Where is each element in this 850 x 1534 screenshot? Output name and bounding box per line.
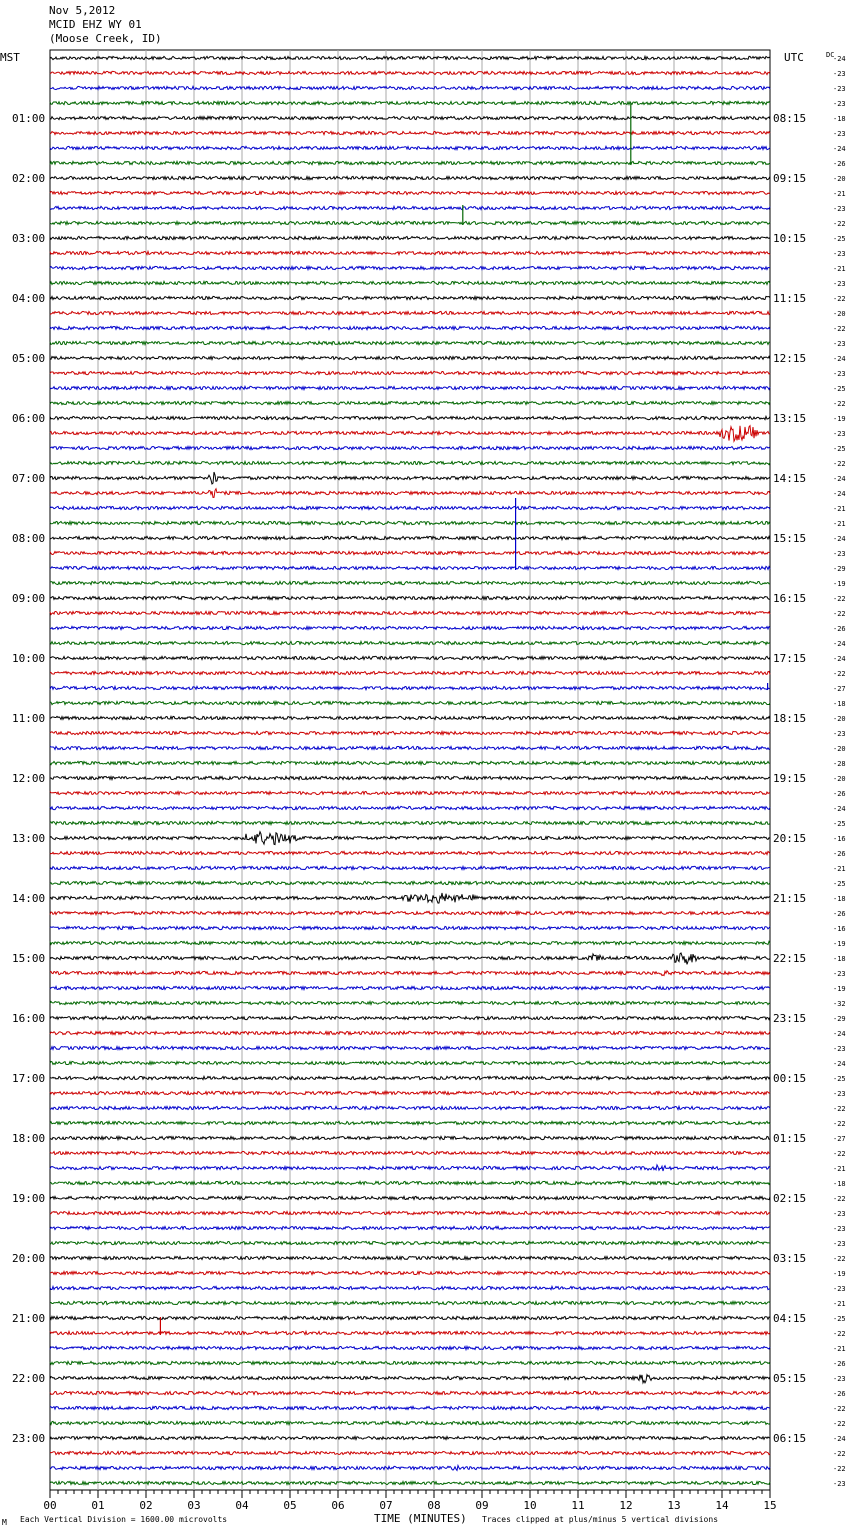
dc-offset-label: -22 [833, 1450, 846, 1458]
dc-offset-label: -20 [833, 775, 846, 783]
utc-hour-label: 16:15 [773, 592, 807, 605]
dc-offset-label: -23 [833, 1210, 846, 1218]
trace-line [50, 1136, 770, 1139]
dc-offset-label: -16 [833, 835, 846, 843]
scale-note: Each Vertical Division = 1600.00 microvolts [20, 1515, 228, 1524]
trace-line [50, 1181, 770, 1184]
trace-line [50, 851, 770, 854]
x-tick-label: 09 [475, 1499, 489, 1512]
dc-offset-label: -21 [833, 1300, 846, 1308]
station-location: (Moose Creek, ID) [49, 32, 162, 45]
dc-offset-label: -23 [833, 730, 846, 738]
utc-hour-label: 06:15 [773, 1432, 807, 1445]
dc-offset-label: -23 [833, 430, 846, 438]
trace-line [50, 1375, 770, 1383]
trace-line [50, 266, 770, 269]
trace-line [50, 1211, 770, 1214]
utc-hour-label: 11:15 [773, 292, 807, 305]
utc-hour-label: 14:15 [773, 472, 807, 485]
mst-hour-label: 13:00 [12, 832, 46, 845]
trace-line [50, 986, 770, 989]
trace-line [50, 1001, 770, 1004]
dc-offset-label: -21 [833, 865, 846, 873]
trace-line [50, 296, 770, 299]
dc-offset-label: -22 [833, 220, 846, 228]
x-tick-label: 07 [379, 1499, 393, 1512]
trace-line [50, 461, 770, 464]
utc-hour-label: 20:15 [773, 832, 807, 845]
utc-hour-label: 17:15 [773, 652, 807, 665]
trace-line [50, 701, 770, 704]
trace-line [50, 626, 770, 629]
dc-offset-label: -23 [833, 1225, 846, 1233]
dc-offset-label: -19 [833, 985, 846, 993]
trace-line [50, 251, 770, 254]
x-tick-label: 00 [43, 1499, 57, 1512]
dc-offset-label: -24 [833, 1435, 846, 1443]
dc-offset-label: -21 [833, 190, 846, 198]
trace-line [50, 1451, 770, 1454]
trace-line [50, 311, 770, 314]
trace-line [50, 281, 770, 284]
trace-line [50, 866, 770, 869]
trace-line [50, 926, 770, 929]
trace-line [50, 596, 770, 599]
mst-hour-label: 16:00 [12, 1012, 46, 1025]
trace-line [50, 656, 770, 659]
x-tick-label: 03 [187, 1499, 201, 1512]
dc-offset-label: -26 [833, 910, 846, 918]
trace-line [50, 401, 770, 404]
trace-line [50, 1016, 770, 1019]
dc-offset-label: -23 [833, 100, 846, 108]
dc-offset-label: -24 [833, 640, 846, 648]
utc-hour-label: 08:15 [773, 112, 807, 125]
trace-line [50, 1391, 770, 1394]
utc-hour-label: 10:15 [773, 232, 807, 245]
dc-offset-label: -18 [833, 955, 846, 963]
mst-hour-label: 10:00 [12, 652, 46, 665]
dc-offset-label: -23 [833, 130, 846, 138]
mst-hour-label: 14:00 [12, 892, 46, 905]
x-tick-label: 02 [139, 1499, 153, 1512]
x-tick-label: 14 [715, 1499, 729, 1512]
trace-line [50, 821, 770, 824]
trace-line [50, 1331, 770, 1334]
trace-line [50, 716, 770, 719]
mst-hour-label: 07:00 [12, 472, 46, 485]
x-tick-label: 11 [571, 1499, 585, 1512]
trace-line [50, 1091, 770, 1094]
dc-offset-label: -22 [833, 1330, 846, 1338]
trace-line [50, 446, 770, 449]
x-tick-label: 10 [523, 1499, 537, 1512]
trace-line [50, 1165, 770, 1171]
dc-offset-label: -28 [833, 760, 846, 768]
dc-label: DC [826, 51, 835, 59]
trace-line [50, 1256, 770, 1259]
dc-offset-label: -24 [833, 1060, 846, 1068]
mst-hour-label: 05:00 [12, 352, 46, 365]
trace-line [50, 221, 770, 224]
dc-offset-label: -23 [833, 370, 846, 378]
dc-offset-label: -22 [833, 460, 846, 468]
trace-line [50, 1346, 770, 1349]
dc-offset-label: -23 [833, 1240, 846, 1248]
mst-hour-label: 12:00 [12, 772, 46, 785]
station-code: MCID EHZ WY 01 [49, 18, 142, 31]
utc-hour-label: 23:15 [773, 1012, 807, 1025]
dc-offset-label: -23 [833, 205, 846, 213]
dc-offset-label: -22 [833, 1465, 846, 1473]
left-axis-label: MST [0, 51, 20, 64]
dc-offset-label: -21 [833, 265, 846, 273]
dc-offset-label: -20 [833, 715, 846, 723]
x-tick-label: 01 [91, 1499, 105, 1512]
dc-offset-label: -23 [833, 970, 846, 978]
trace-line [50, 881, 770, 884]
trace-line [50, 71, 770, 74]
utc-hour-label: 00:15 [773, 1072, 807, 1085]
trace-line [50, 426, 770, 442]
dc-offset-label: -18 [833, 700, 846, 708]
trace-line [50, 581, 770, 584]
trace-line [50, 1301, 770, 1304]
mst-hour-label: 04:00 [12, 292, 46, 305]
utc-hour-label: 18:15 [773, 712, 807, 725]
dc-offset-label: -18 [833, 1180, 846, 1188]
dc-offset-label: -25 [833, 385, 846, 393]
trace-line [50, 1271, 770, 1274]
trace-line [50, 566, 770, 569]
dc-offset-label: -21 [833, 1345, 846, 1353]
dc-offset-label: -22 [833, 295, 846, 303]
dc-offset-label: -25 [833, 445, 846, 453]
trace-line [50, 371, 770, 374]
dc-offset-label: -27 [833, 685, 846, 693]
trace-line [50, 1076, 770, 1079]
corner-mark: M [2, 1518, 7, 1527]
trace-line [50, 176, 770, 179]
trace-line [50, 791, 770, 794]
dc-offset-label: -21 [833, 520, 846, 528]
dc-offset-label: -23 [833, 85, 846, 93]
dc-offset-label: -22 [833, 1120, 846, 1128]
dc-offset-label: -25 [833, 880, 846, 888]
trace-line [50, 416, 770, 419]
utc-hour-label: 19:15 [773, 772, 807, 785]
dc-offset-label: -24 [833, 655, 846, 663]
x-tick-label: 13 [667, 1499, 681, 1512]
trace-line [50, 1226, 770, 1229]
mst-hour-label: 23:00 [12, 1432, 46, 1445]
dc-offset-label: -23 [833, 1375, 846, 1383]
trace-line [50, 641, 770, 644]
utc-hour-label: 09:15 [773, 172, 807, 185]
trace-line [50, 893, 770, 903]
x-tick-label: 08 [427, 1499, 441, 1512]
utc-hour-label: 01:15 [773, 1132, 807, 1145]
mst-hour-label: 01:00 [12, 112, 46, 125]
trace-line [50, 506, 770, 509]
trace-line [50, 1121, 770, 1124]
trace-line [50, 611, 770, 614]
trace-line [50, 101, 770, 104]
dc-offset-label: -25 [833, 1075, 846, 1083]
dc-offset-label: -24 [833, 805, 846, 813]
utc-hour-label: 02:15 [773, 1192, 807, 1205]
utc-hour-label: 04:15 [773, 1312, 807, 1325]
dc-offset-label: -19 [833, 580, 846, 588]
dc-offset-label: -26 [833, 1360, 846, 1368]
dc-offset-label: -22 [833, 1150, 846, 1158]
dc-offset-label: -23 [833, 1090, 846, 1098]
dc-offset-label: -25 [833, 235, 846, 243]
right-axis-label: UTC [784, 51, 804, 64]
dc-offset-label: -26 [833, 1390, 846, 1398]
x-tick-label: 05 [283, 1499, 297, 1512]
mst-hour-label: 09:00 [12, 592, 46, 605]
dc-offset-label: -23 [833, 550, 846, 558]
mst-hour-label: 15:00 [12, 952, 46, 965]
dc-offset-label: -22 [833, 400, 846, 408]
x-tick-label: 12 [619, 1499, 633, 1512]
dc-offset-label: -29 [833, 1015, 846, 1023]
trace-line [50, 971, 770, 976]
dc-offset-label: -22 [833, 1105, 846, 1113]
trace-line [50, 146, 770, 149]
trace-line [50, 1436, 770, 1439]
dc-offset-label: -18 [833, 115, 846, 123]
trace-line [50, 746, 770, 749]
dc-offset-label: -20 [833, 745, 846, 753]
dc-offset-label: -24 [833, 475, 846, 483]
x-tick-label: 15 [763, 1499, 777, 1512]
trace-line [50, 941, 770, 944]
utc-hour-label: 15:15 [773, 532, 807, 545]
dc-offset-label: -22 [833, 1195, 846, 1203]
mst-hour-label: 19:00 [12, 1192, 46, 1205]
dc-offset-label: -23 [833, 1285, 846, 1293]
x-tick-label: 04 [235, 1499, 249, 1512]
dc-offset-label: -23 [833, 250, 846, 258]
trace-line [50, 1286, 770, 1289]
dc-offset-label: -19 [833, 940, 846, 948]
trace-line [50, 536, 770, 539]
dc-offset-label: -32 [833, 1000, 846, 1008]
trace-line [50, 161, 770, 164]
trace-line [50, 1481, 770, 1484]
utc-hour-label: 05:15 [773, 1372, 807, 1385]
dc-offset-label: -29 [833, 565, 846, 573]
dc-offset-label: -23 [833, 280, 846, 288]
trace-line [50, 1406, 770, 1409]
trace-line [50, 1046, 770, 1049]
utc-hour-label: 03:15 [773, 1252, 807, 1265]
trace-line [50, 776, 770, 779]
trace-line [50, 832, 770, 845]
mst-hour-label: 11:00 [12, 712, 46, 725]
dc-offset-label: -26 [833, 160, 846, 168]
trace-line [50, 1061, 770, 1064]
trace-line [50, 1466, 770, 1471]
dc-offset-label: -22 [833, 595, 846, 603]
dc-offset-label: -24 [833, 1030, 846, 1038]
trace-line [50, 131, 770, 134]
mst-hour-label: 03:00 [12, 232, 46, 245]
trace-line [50, 1361, 770, 1364]
dc-offset-label: -20 [833, 310, 846, 318]
utc-hour-label: 13:15 [773, 412, 807, 425]
trace-line [50, 1421, 770, 1424]
dc-offset-label: -19 [833, 1270, 846, 1278]
mst-hour-label: 17:00 [12, 1072, 46, 1085]
trace-line [50, 1241, 770, 1244]
dc-offset-label: -23 [833, 1480, 846, 1488]
trace-line [50, 86, 770, 89]
utc-hour-label: 22:15 [773, 952, 807, 965]
trace-line [50, 236, 770, 239]
mst-hour-label: 20:00 [12, 1252, 46, 1265]
dc-offset-label: -26 [833, 625, 846, 633]
trace-line [50, 1196, 770, 1199]
dc-offset-label: -22 [833, 1405, 846, 1413]
dc-offset-label: -26 [833, 790, 846, 798]
trace-line [50, 953, 770, 964]
utc-hour-label: 21:15 [773, 892, 807, 905]
clip-note: Traces clipped at plus/minus 5 vertical divisions [482, 1515, 719, 1524]
dc-offset-label: -25 [833, 1315, 846, 1323]
dc-offset-label: -23 [833, 70, 846, 78]
dc-offset-label: -23 [833, 340, 846, 348]
dc-offset-label: -22 [833, 1255, 846, 1263]
dc-offset-label: -19 [833, 415, 846, 423]
trace-line [50, 386, 770, 389]
mst-hour-label: 02:00 [12, 172, 46, 185]
trace-line [50, 521, 770, 524]
trace-line [50, 1031, 770, 1034]
dc-offset-label: -20 [833, 175, 846, 183]
dc-offset-label: -22 [833, 610, 846, 618]
trace-line [50, 356, 770, 359]
dc-offset-label: -24 [833, 355, 846, 363]
trace-line [50, 489, 770, 498]
chart-date: Nov 5,2012 [49, 4, 116, 17]
utc-hour-label: 12:15 [773, 352, 807, 365]
x-axis-title: TIME (MINUTES) [374, 1512, 467, 1525]
dc-offset-label: -21 [833, 1165, 846, 1173]
mst-hour-label: 18:00 [12, 1132, 46, 1145]
dc-offset-label: -24 [833, 490, 846, 498]
dc-offset-label: -24 [833, 145, 846, 153]
dc-offset-label: -24 [833, 55, 846, 63]
trace-line [50, 686, 770, 689]
trace-line [50, 551, 770, 554]
x-tick-label: 06 [331, 1499, 345, 1512]
trace-line [50, 761, 770, 764]
mst-hour-label: 06:00 [12, 412, 46, 425]
trace-line [50, 731, 770, 734]
dc-offset-label: -16 [833, 925, 846, 933]
trace-line [50, 1151, 770, 1154]
trace-line [50, 116, 770, 119]
mst-hour-label: 21:00 [12, 1312, 46, 1325]
mst-hour-label: 08:00 [12, 532, 46, 545]
trace-line [50, 326, 770, 329]
trace-line [50, 1316, 770, 1319]
dc-offset-label: -26 [833, 850, 846, 858]
trace-line [50, 911, 770, 914]
dc-offset-label: -27 [833, 1135, 846, 1143]
trace-line [50, 341, 770, 344]
dc-offset-label: -21 [833, 505, 846, 513]
trace-line [50, 472, 770, 484]
dc-offset-label: -24 [833, 535, 846, 543]
dc-offset-label: -22 [833, 670, 846, 678]
trace-line [50, 671, 770, 674]
dc-offset-label: -18 [833, 895, 846, 903]
trace-line [50, 206, 770, 209]
dc-offset-label: -25 [833, 820, 846, 828]
dc-offset-label: -23 [833, 1045, 846, 1053]
dc-offset-label: -22 [833, 325, 846, 333]
dc-offset-label: -22 [833, 1420, 846, 1428]
trace-line [50, 191, 770, 194]
trace-line [50, 1106, 770, 1109]
trace-line [50, 806, 770, 809]
trace-line [50, 56, 770, 59]
mst-hour-label: 22:00 [12, 1372, 46, 1385]
